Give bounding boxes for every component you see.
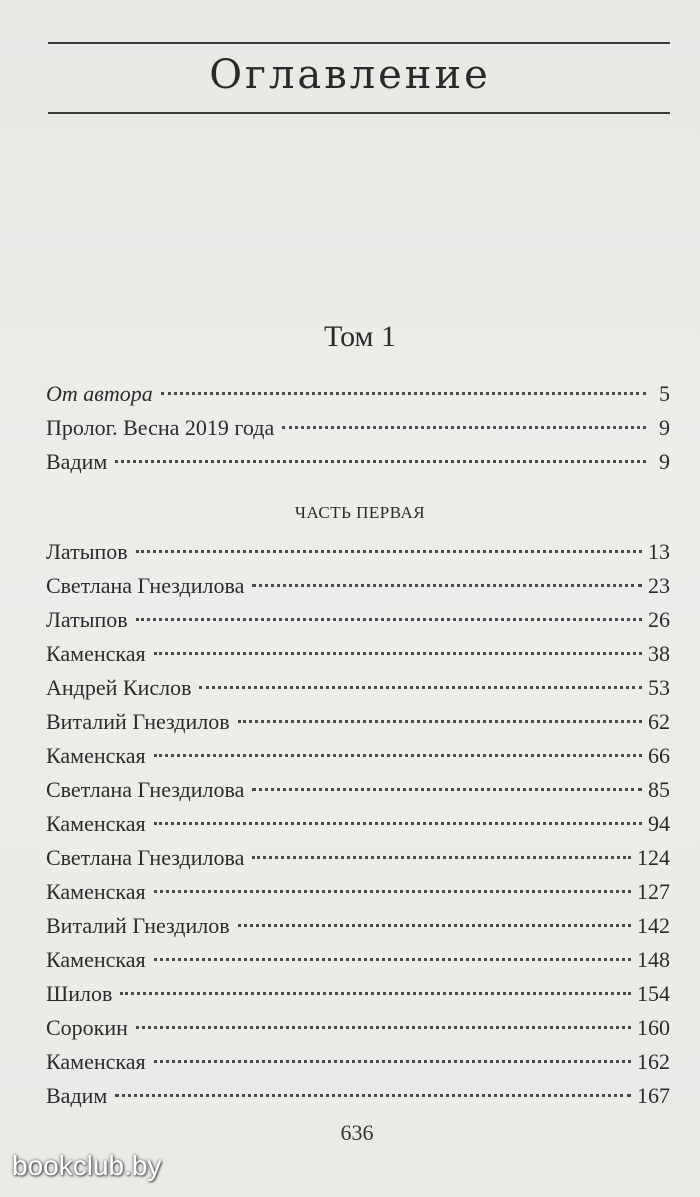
toc-entry: [46, 1045, 670, 1079]
dot-leader: [136, 1026, 631, 1029]
toc-entry: [46, 637, 670, 671]
toc-entry: [46, 943, 670, 977]
toc-entry-title: Каменская: [46, 743, 146, 768]
toc-entry-title: От автора: [46, 381, 153, 406]
toc-entry-page: 142: [637, 913, 670, 938]
toc-entry-title: Светлана Гнездилова: [46, 777, 245, 802]
toc-entry-title: Вадим: [46, 1083, 108, 1108]
toc-entry: [46, 875, 670, 909]
toc-entry: [46, 1011, 670, 1045]
toc-entry-page: 13: [648, 539, 670, 564]
toc-entry-title: Светлана Гнездилова: [46, 845, 245, 870]
toc-entry-title: Латыпов: [46, 539, 128, 564]
toc-entry: [46, 1079, 670, 1113]
site-watermark: bookclub.by: [12, 1150, 162, 1181]
toc-entry-page: 38: [648, 641, 670, 666]
toc-entry-page: 124: [637, 845, 670, 870]
dot-leader: [252, 788, 642, 791]
volume-title: Том 1: [324, 320, 396, 353]
toc-entry: [46, 705, 670, 739]
dot-leader: [115, 460, 646, 463]
toc-entry-page: 23: [648, 573, 670, 598]
dot-leader: [154, 754, 642, 757]
toc-entry-title: Пролог. Весна 2019 года: [46, 415, 275, 440]
toc-entry: [46, 841, 670, 875]
toc-entry: [46, 569, 670, 603]
toc-entry-page: 127: [637, 879, 670, 904]
dot-leader: [154, 958, 631, 961]
toc-entry-page: 9: [659, 415, 670, 440]
toc-entry: [46, 671, 670, 705]
part-one-list: [46, 535, 670, 1113]
dot-leader: [154, 652, 642, 655]
dot-leader: [154, 1060, 631, 1063]
dot-leader: [161, 392, 646, 395]
toc-entry-title: Виталий Гнездилов: [46, 709, 230, 734]
page-number: 636: [340, 1120, 374, 1145]
toc-entry-page: 160: [637, 1015, 670, 1040]
toc-entry-page: 167: [637, 1083, 670, 1108]
dot-leader: [199, 686, 642, 689]
dot-leader: [252, 584, 642, 587]
dot-leader: [115, 1094, 631, 1097]
toc-entry-page: 94: [648, 811, 670, 836]
part-one-heading: ЧАСТЬ ПЕРВАЯ: [294, 503, 426, 522]
toc-entry-page: 26: [648, 607, 670, 632]
toc-entry-title: Каменская: [46, 947, 146, 972]
toc-entry-title: Каменская: [46, 641, 146, 666]
bottom-rule: [48, 112, 670, 114]
toc-entry-page: 162: [637, 1049, 670, 1074]
toc-entry: [46, 535, 670, 569]
toc-entry-page: 85: [648, 777, 670, 802]
toc-entry-title: Андрей Кислов: [46, 675, 192, 700]
toc-entry-page: 9: [659, 449, 670, 474]
dot-leader: [136, 618, 642, 621]
toc-entry: [46, 909, 670, 943]
dot-leader: [154, 822, 642, 825]
toc-entry-title: Шилов: [46, 981, 113, 1006]
toc-entry: [46, 773, 670, 807]
toc-entry-title: Виталий Гнездилов: [46, 913, 230, 938]
top-rule: [48, 42, 670, 44]
toc-entry-title: Каменская: [46, 879, 146, 904]
toc-entry-page: 66: [648, 743, 670, 768]
dot-leader: [154, 890, 631, 893]
toc-entry-title: Светлана Гнездилова: [46, 573, 245, 598]
toc-entry-title: Латыпов: [46, 607, 128, 632]
toc-entry: [46, 603, 670, 637]
toc-entry-page: 5: [659, 381, 670, 406]
dot-leader: [120, 992, 631, 995]
toc-entry: [46, 445, 670, 479]
toc-entry: [46, 739, 670, 773]
toc-entry-page: 154: [637, 981, 670, 1006]
toc-entry: [46, 807, 670, 841]
toc-entry-page: 148: [637, 947, 670, 972]
toc-entry-page: 53: [648, 675, 670, 700]
toc-entry-title: Каменская: [46, 811, 146, 836]
toc-entry-title: Сорокин: [46, 1015, 128, 1040]
toc-entry-title: Каменская: [46, 1049, 146, 1074]
toc-entry-title: Вадим: [46, 449, 108, 474]
dot-leader: [136, 550, 642, 553]
dot-leader: [252, 856, 631, 859]
toc-entry: [46, 411, 670, 445]
contents-title: Оглавление: [209, 52, 491, 98]
dot-leader: [238, 924, 631, 927]
toc-entry: [46, 377, 670, 411]
toc-entry-page: 62: [648, 709, 670, 734]
dot-leader: [238, 720, 642, 723]
front-matter-list: [46, 377, 670, 479]
toc-entry: [46, 977, 670, 1011]
dot-leader: [282, 426, 646, 429]
